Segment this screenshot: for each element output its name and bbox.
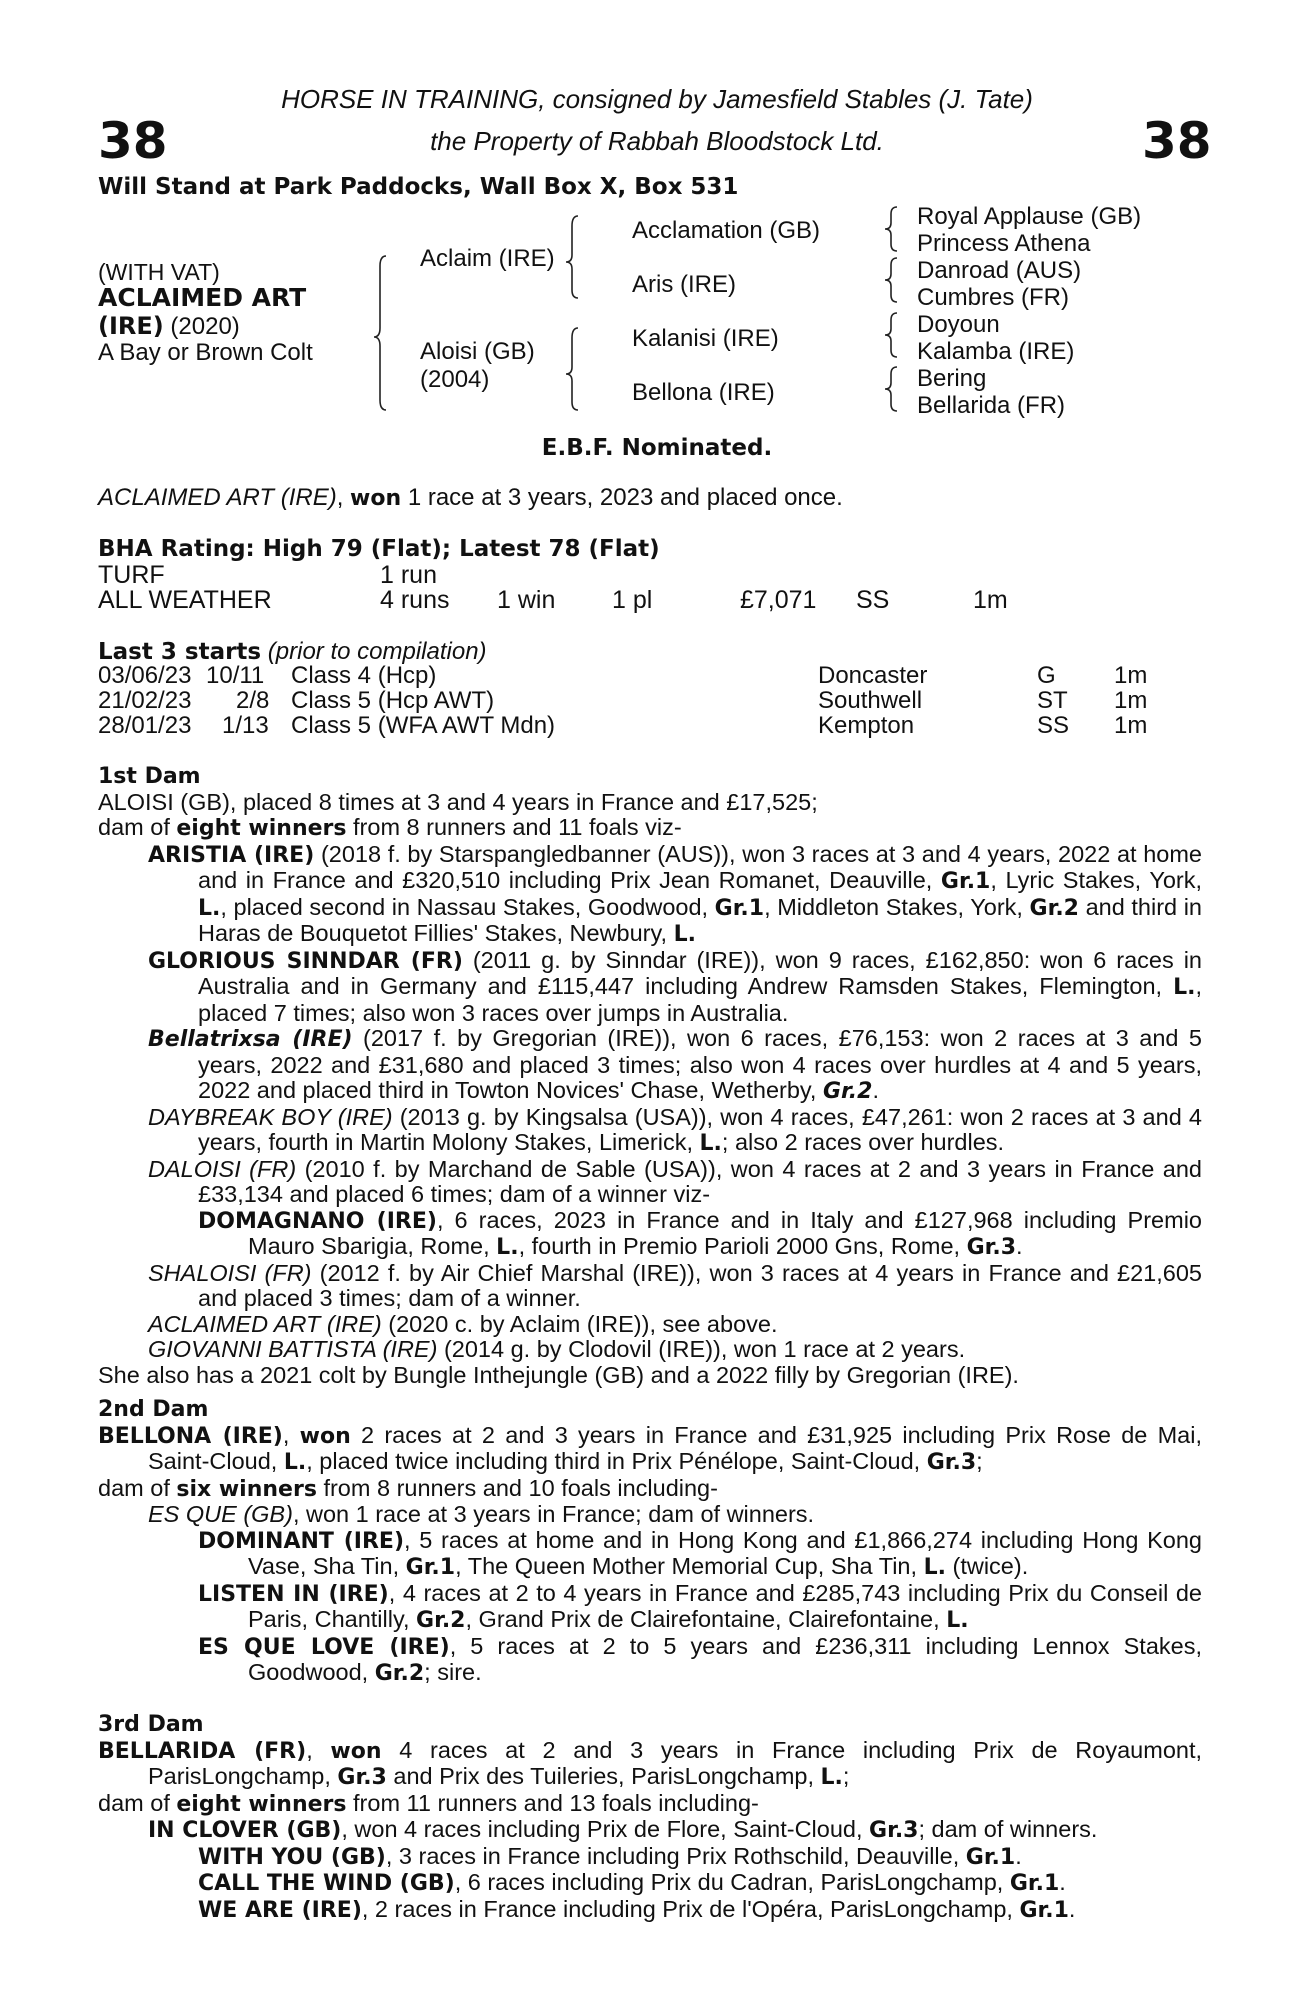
produce-text: . <box>1068 1895 1076 1922</box>
start-going: ST <box>1037 687 1068 714</box>
summary-horse-name: ACLAIMED ART (IRE) <box>98 484 337 511</box>
winners-count: eight winners <box>176 1791 347 1817</box>
produce-text: , 5 races at home and in Hong Kong and £1,866,274 including Hong Kong Vase, Sha Tin, <box>248 1526 1202 1579</box>
grade: Gr.3 <box>966 1235 1017 1260</box>
produce-text: , 6 races, 2023 in France and in Italy and £127,968 including Premio Mauro Sbarigia, Rome, <box>248 1206 1202 1259</box>
produce-entry <box>98 948 1202 1027</box>
produce-text: ; dam of winners. <box>918 1816 1098 1842</box>
produce-text: . <box>1015 1842 1022 1869</box>
produce-entry <box>98 842 1202 948</box>
winners-count: eight winners <box>176 816 347 841</box>
produce-entry <box>98 1312 1202 1338</box>
second-dam-section <box>98 1397 1202 1687</box>
dam-text: 4 races at 2 and 3 years in France including Prix de Royaumont, ParisLongchamp, <box>148 1736 1203 1789</box>
grade: Gr.2 <box>1029 895 1079 921</box>
start-position: 10/11 <box>206 662 265 689</box>
vat-label: (WITH VAT) <box>98 259 220 285</box>
aw-runs: 4 runs <box>380 586 450 614</box>
first-dam-heading: 1st Dam <box>98 764 201 789</box>
grand-produce-entry <box>98 1897 1202 1924</box>
dam-text: 2 races at 2 and 3 years in France and £31,925 including Prix Rose de Mai, Saint-Cloud, <box>148 1421 1202 1474</box>
summary-won: won <box>350 486 402 511</box>
grade: Gr.3 <box>337 1765 387 1790</box>
ped-sire-dam: Aris (IRE) <box>632 271 736 298</box>
produce-entry <box>98 1105 1202 1157</box>
produce-text: ; sire. <box>424 1659 482 1685</box>
grade: Gr.1 <box>965 1844 1016 1870</box>
produce-text: , The Queen Mother Memorial Cup, Sha Tin, <box>455 1553 924 1579</box>
produce-name: SHALOISI (FR) <box>148 1259 312 1286</box>
grade: Gr.1 <box>1009 1871 1060 1896</box>
ped-dam-year: (2004) <box>420 366 490 393</box>
produce-text: (2013 g. by Kingsalsa (USA)), won 4 races, £47,261: won 2 races at 3 and 4 years, fourth in Martin Molony Stakes, Limerick, <box>198 1103 1202 1155</box>
produce-name: WE ARE (IRE) <box>198 1897 362 1923</box>
won-label: won <box>330 1738 382 1764</box>
grade: Gr.1 <box>940 869 991 894</box>
ped-g8: Bellarida (FR) <box>917 392 1066 419</box>
start-going: G <box>1037 662 1056 689</box>
produce-name: ARISTIA (IRE) <box>148 842 315 868</box>
brace-g78 <box>885 367 897 411</box>
aw-placed: 1 pl <box>612 586 653 614</box>
consignor-line: HORSE IN TRAINING, consigned by Jamesfield Stables (J. Tate) <box>281 84 1033 114</box>
dam-name: BELLONA (IRE) <box>98 1423 283 1449</box>
produce-text: , Lyric Stakes, York, <box>990 867 1203 893</box>
produce-text: (2012 f. by Air Chief Marshal (IRE)), won 3 races at 4 years in France and £21,605 and placed 3 times; dam of a winner. <box>198 1259 1202 1311</box>
grade: Gr.2 <box>823 1079 873 1104</box>
foals-text: from 8 runners and 11 foals viz- <box>346 814 682 840</box>
produce-text: . <box>1016 1233 1023 1259</box>
listed: L. <box>820 1765 843 1790</box>
first-dam-closing: She also has a 2021 colt by Bungle Inthejungle (GB) and a 2022 filly by Gregorian (IRE). <box>98 1361 1019 1388</box>
produce-name: ES QUE LOVE (IRE) <box>198 1634 450 1660</box>
ped-sire: Aclaim (IRE) <box>420 245 555 272</box>
ped-dam-sire: Kalanisi (IRE) <box>632 325 779 352</box>
ped-sire-sire: Acclamation (GB) <box>632 217 821 244</box>
horse-country: (IRE) <box>98 312 164 340</box>
lot-number-right: 38 <box>1142 112 1212 170</box>
grand-produce-entry <box>98 1870 1202 1897</box>
brace-g34 <box>885 258 897 302</box>
produce-name: DAYBREAK BOY (IRE) <box>148 1103 393 1130</box>
grade: Gr.2 <box>374 1661 425 1686</box>
ped-dam-dam: Bellona (IRE) <box>632 379 775 406</box>
grade: Gr.3 <box>926 1450 977 1475</box>
produce-text: , fourth in Premio Parioli 2000 Gns, Rome, <box>518 1233 967 1259</box>
produce-name: GIOVANNI BATTISTA (IRE) <box>148 1336 438 1362</box>
third-dam-entry: BELLARIDA (FR), won 4 races at 2 and 3 years in France including Prix de Royaumont, ParisLongchamp, Gr.3 and Prix des Tuileries, ParisLongchamp, L.; <box>98 1736 1203 1790</box>
produce-name: LISTEN IN (IRE) <box>198 1581 389 1607</box>
start-date: 21/02/23 <box>98 687 192 714</box>
brace-g56 <box>885 313 897 357</box>
dam-text: ; <box>976 1448 983 1474</box>
produce-name: IN CLOVER (GB) <box>148 1818 342 1843</box>
winners-count: six winners <box>176 1476 317 1502</box>
brace-dam-side <box>566 328 578 410</box>
produce-text: (twice). <box>945 1553 1029 1579</box>
listed: L. <box>923 1555 946 1580</box>
aw-going: SS <box>856 586 890 614</box>
produce-text: ; also 2 races over hurdles. <box>721 1129 1005 1155</box>
produce-text: . <box>872 1077 879 1103</box>
produce-text: , won 1 race at 3 years in France; dam of winners. <box>292 1501 815 1527</box>
third-dam-section <box>98 1712 1202 1923</box>
grade: Gr.1 <box>405 1555 456 1580</box>
brace-sire-dam <box>374 256 386 410</box>
start-distance: 1m <box>1114 712 1148 739</box>
produce-text: , won 4 races including Prix de Flore, Saint-Cloud, <box>341 1816 870 1842</box>
produce-text: (2014 g. by Clodovil (IRE)), won 1 race at 2 years. <box>437 1336 966 1362</box>
produce-name: CALL THE WIND (GB) <box>198 1871 455 1896</box>
dam-name: BELLARIDA (FR) <box>98 1738 307 1764</box>
second-dam-produce-summary <box>98 1476 1202 1503</box>
produce-name: ACLAIMED ART (IRE) <box>148 1310 382 1337</box>
dam-text: and Prix des Tuileries, ParisLongchamp, <box>386 1763 821 1789</box>
aw-prize: £7,071 <box>740 586 817 614</box>
produce-entry <box>98 1337 1202 1363</box>
listed: L. <box>673 922 696 947</box>
lot-number-left: 38 <box>98 112 168 170</box>
foals-text: from 8 runners and 10 foals including- <box>316 1474 718 1501</box>
listed: L. <box>283 1450 307 1475</box>
third-dam-heading: 3rd Dam <box>98 1712 204 1737</box>
produce-text: , placed 7 times; also won 3 races over jumps in Australia. <box>198 973 1202 1026</box>
produce-name: WITH YOU (GB) <box>198 1844 386 1870</box>
listed: L. <box>198 895 221 921</box>
produce-entry <box>98 1502 1202 1528</box>
produce-name: DALOISI (FR) <box>148 1155 297 1182</box>
second-dam-entry: BELLONA (IRE), won 2 races at 2 and 3 years in France and £31,925 including Prix Rose de Mai, Saint-Cloud, L., placed twice including third in Prix Pénélope, Saint-Cloud, Gr.3; <box>98 1421 1202 1475</box>
ped-g4: Cumbres (FR) <box>917 284 1070 311</box>
produce-text: , 6 races including Prix du Cadran, ParisLongchamp, <box>454 1869 1010 1895</box>
produce-text: , 2 races in France including Prix de l'Opéra, ParisLongchamp, <box>361 1895 1020 1922</box>
aw-label: ALL WEATHER <box>98 586 272 614</box>
summary-text: 1 race at 3 years, 2023 and placed once. <box>401 484 843 511</box>
produce-name: ES QUE (GB) <box>148 1501 293 1527</box>
produce-entry <box>98 1817 1202 1844</box>
dam-text: , placed twice including third in Prix Pénélope, Saint-Cloud, <box>306 1448 927 1474</box>
grade: Gr.2 <box>416 1608 466 1633</box>
horse-name: ACLAIMED ART <box>98 283 307 312</box>
produce-text: (2017 f. by Gregorian (IRE)), won 6 races, £76,153: won 2 races at 3 and 5 years, 2022 and £31,680 and placed 3 times; also won 4 races over hurdles at 4 and 5 years, 2022 and placed third in Towton Novices' Chase, Wetherby, <box>198 1025 1203 1103</box>
start-date: 28/01/23 <box>98 712 192 739</box>
start-distance: 1m <box>1114 687 1148 714</box>
produce-text: (2020 c. by Aclaim (IRE)), see above. <box>381 1310 778 1337</box>
third-dam-produce-summary <box>98 1791 1202 1818</box>
grand-produce-entry <box>98 1581 1202 1634</box>
produce-text: , 5 races at 2 to 5 years and £236,311 including Lennox Stakes, Goodwood, <box>248 1632 1202 1685</box>
dam-of-text: dam of <box>98 814 177 840</box>
start-position: 1/13 <box>222 712 269 739</box>
produce-entry <box>98 1026 1202 1105</box>
produce-text: , 3 races in France including Prix Rothschild, Deauville, <box>385 1842 966 1869</box>
produce-text: , 4 races at 2 to 4 years in France and £285,743 including Prix du Conseil de Paris, Chantilly, <box>248 1579 1202 1632</box>
horse-year: (2020) <box>163 313 240 340</box>
start-course: Doncaster <box>818 662 928 689</box>
produce-text: (2018 f. by Starspangledbanner (AUS)), won 3 races at 3 and 4 years, 2022 at home and in France and £320,510 including Prix Jean Romanet, Deauville, <box>198 840 1203 893</box>
grade: Gr.1 <box>1019 1897 1069 1923</box>
grand-produce-entry <box>98 1208 1202 1261</box>
dam-of-text: dam of <box>98 1789 177 1816</box>
start-position: 2/8 <box>236 687 270 714</box>
start-distance: 1m <box>1114 662 1148 689</box>
foals-text: from 11 runners and 13 foals including- <box>346 1789 759 1816</box>
listed: L. <box>1173 975 1196 1000</box>
grand-produce-entry <box>98 1528 1202 1581</box>
produce-text: . <box>1059 1869 1066 1895</box>
ped-g2: Princess Athena <box>917 230 1091 257</box>
brace-sire-side <box>566 216 578 298</box>
listed: L. <box>496 1235 519 1260</box>
produce-text: , Grand Prix de Clairefontaine, Clairefontaine, <box>465 1606 947 1632</box>
grade: Gr.1 <box>714 895 765 921</box>
start-date: 03/06/23 <box>98 662 192 689</box>
listed: L. <box>946 1608 969 1633</box>
start-course: Kempton <box>818 712 915 739</box>
last-starts-note: (prior to compilation) <box>261 638 487 665</box>
produce-text: (2011 g. by Sinndar (IRE)), won 9 races, £162,850: won 6 races in Australia and in Germany and £115,447 including Andrew Ramsden Stakes, Flemington, <box>198 946 1202 999</box>
start-race: Class 4 (Hcp) <box>291 662 437 689</box>
ebf-nominated: E.B.F. Nominated. <box>541 435 773 461</box>
second-dam-heading: 2nd Dam <box>98 1397 209 1422</box>
produce-text: , placed second in Nassau Stakes, Goodwood, <box>220 893 715 920</box>
produce-text: and third in Haras de Bouquetot Fillies' Stakes, Newbury, <box>198 893 1202 946</box>
ped-g5: Doyoun <box>917 311 1000 338</box>
first-dam-intro: ALOISI (GB), placed 8 times at 3 and 4 years in France and £17,525; <box>98 788 818 815</box>
grand-produce-entry <box>98 1634 1202 1687</box>
start-race: Class 5 (WFA AWT Mdn) <box>291 712 556 739</box>
won-label: won <box>299 1423 351 1449</box>
produce-entry <box>98 1157 1202 1208</box>
property-line: the Property of Rabbah Bloodstock Ltd. <box>430 126 884 156</box>
produce-name: DOMINANT (IRE) <box>198 1528 405 1554</box>
dam-text: ; <box>842 1763 850 1789</box>
first-dam-produce-summary <box>98 815 1202 842</box>
produce-name: GLORIOUS SINNDAR (FR) <box>148 948 463 974</box>
turf-label: TURF <box>98 561 165 589</box>
ped-g1: Royal Applause (GB) <box>917 203 1142 230</box>
horse-description: A Bay or Brown Colt <box>98 339 313 366</box>
brace-g12 <box>885 207 897 251</box>
ped-g3: Danroad (AUS) <box>917 257 1082 284</box>
aw-distance: 1m <box>973 586 1008 614</box>
grade: Gr.3 <box>869 1818 919 1843</box>
ped-g6: Kalamba (IRE) <box>917 338 1075 365</box>
stand-line: Will Stand at Park Paddocks, Wall Box X, Box 531 <box>98 174 739 200</box>
start-course: Southwell <box>818 687 923 714</box>
turf-runs: 1 run <box>380 561 437 589</box>
start-race: Class 5 (Hcp AWT) <box>291 687 495 714</box>
grand-produce-entry <box>98 1844 1202 1871</box>
produce-name: DOMAGNANO (IRE) <box>198 1208 437 1234</box>
first-dam-section <box>98 764 1202 1388</box>
race-summary: ACLAIMED ART (IRE), won 1 race at 3 years, 2023 and placed once. <box>98 484 843 511</box>
ped-g7: Bering <box>917 365 987 392</box>
produce-name: Bellatrixsa (IRE) <box>148 1027 353 1052</box>
produce-entry <box>98 1261 1202 1312</box>
last-starts-title: Last 3 starts <box>98 639 262 665</box>
bha-rating: BHA Rating: High 79 (Flat); Latest 78 (Flat) <box>98 536 660 562</box>
dam-of-text: dam of <box>98 1474 177 1501</box>
listed: L. <box>699 1131 722 1156</box>
start-going: SS <box>1037 712 1070 739</box>
aw-wins: 1 win <box>497 586 556 614</box>
ped-dam: Aloisi (GB) <box>420 338 535 365</box>
produce-text: , Middleton Stakes, York, <box>764 893 1030 920</box>
produce-text: (2010 f. by Marchand de Sable (USA)), won 4 races at 2 and 3 years in France and £33,134 and placed 6 times; dam of a winner viz- <box>198 1155 1202 1207</box>
